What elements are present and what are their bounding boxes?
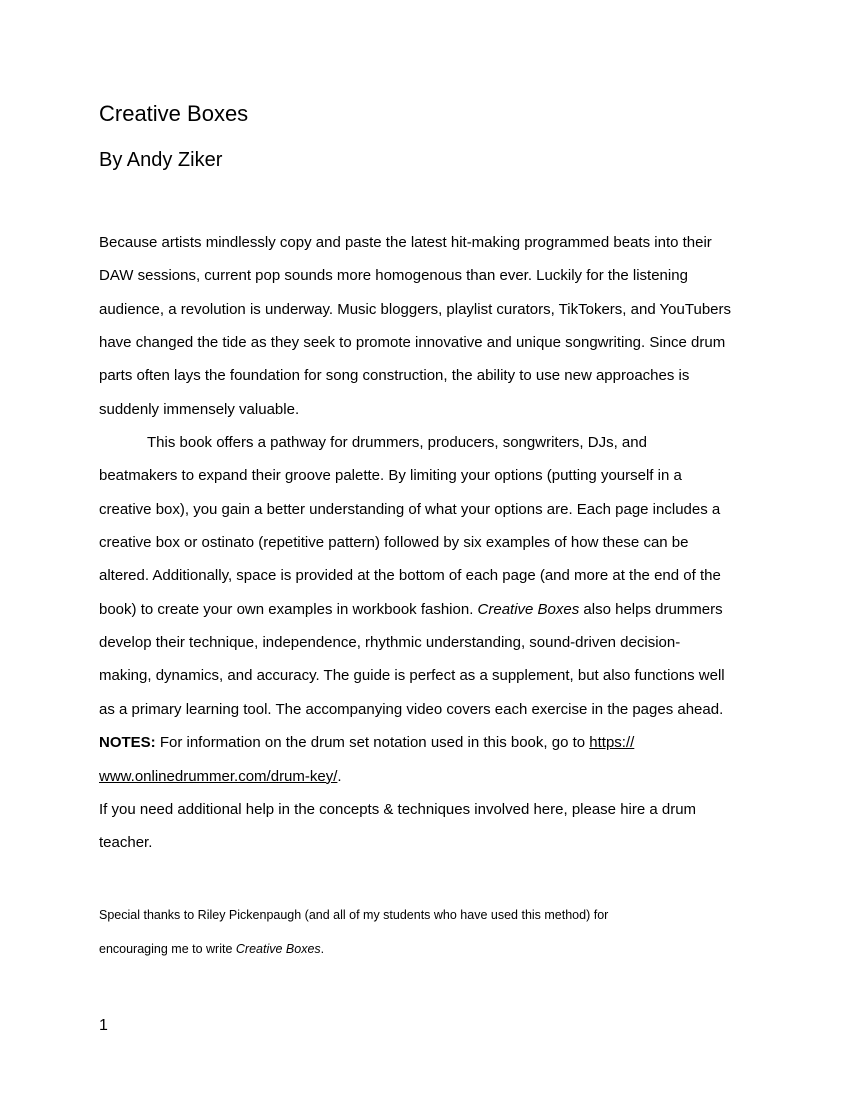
text-run: as a primary learning tool. The accompanying video covers each exercise in the pages ahead. xyxy=(99,700,724,718)
text-line xyxy=(99,933,779,967)
text-line xyxy=(99,659,779,692)
text-run: book) to create your own examples in workbook fashion. xyxy=(99,600,478,618)
text-run: suddenly immensely valuable. xyxy=(99,400,300,418)
text-line xyxy=(99,226,779,259)
text-run: parts often lays the foundation for song construction, the ability to use new approaches is xyxy=(99,367,690,385)
text-run: altered. Additionally, space is provided at the bottom of each page (and more at the end of the xyxy=(99,567,721,585)
text-line xyxy=(99,760,779,793)
text-run: Special thanks to Riley Pickenpaugh (and all of my students who have used this method) for xyxy=(99,908,609,922)
text-line xyxy=(99,726,779,759)
text-line xyxy=(99,826,779,859)
page-number: 1 xyxy=(99,1017,108,1034)
text-run: . xyxy=(320,941,325,956)
text-line xyxy=(99,593,779,626)
document-title: Creative Boxes xyxy=(99,101,249,126)
text-line xyxy=(99,426,779,459)
drum-key-link[interactable]: www.onlinedrummer.com/drum-key/ xyxy=(99,767,338,785)
text-line xyxy=(99,493,779,526)
text-run: DAW sessions, current pop sounds more homogenous than ever. Luckily for the listening xyxy=(99,267,688,285)
text-run: develop their technique, independence, rhythmic understanding, sound-driven decision- xyxy=(99,634,681,652)
document-body xyxy=(99,226,779,860)
text-line xyxy=(99,793,779,826)
text-run: also helps drummers xyxy=(579,600,723,618)
text-run: teacher. xyxy=(99,834,153,852)
text-line xyxy=(99,459,779,492)
text-run: encouraging me to write xyxy=(99,941,236,956)
text-run: audience, a revolution is underway. Music bloggers, playlist curators, TikTokers, and YouTubers xyxy=(99,300,731,318)
text-run: creative box or ostinato (repetitive pattern) followed by six examples of how these can be xyxy=(99,534,689,552)
text-run: NOTES: xyxy=(99,734,156,752)
text-line xyxy=(99,526,779,559)
text-line xyxy=(99,693,779,726)
text-line xyxy=(99,326,779,359)
drum-key-link[interactable]: https:// xyxy=(589,734,635,752)
acknowledgements xyxy=(99,899,779,966)
text-run: making, dynamics, and accuracy. The guide is perfect as a supplement, but also functions well xyxy=(99,667,725,685)
text-run: For information on the drum set notation used in this book, go to xyxy=(155,734,590,752)
text-run: If you need additional help in the concepts & techniques involved here, please hire a drum xyxy=(99,800,697,818)
document-author: By Andy Ziker xyxy=(99,149,223,171)
text-run: Because artists mindlessly copy and paste the latest hit-making programmed beats into their xyxy=(99,234,712,251)
text-line xyxy=(99,626,779,659)
text-line xyxy=(99,293,779,326)
text-line xyxy=(99,559,779,592)
text-run: beatmakers to expand their groove palette. By limiting your options (putting yourself in a xyxy=(99,467,682,485)
text-line xyxy=(99,259,779,292)
text-line xyxy=(99,899,779,933)
text-line xyxy=(99,393,779,426)
text-run: Creative Boxes xyxy=(235,941,321,956)
text-run: have changed the tide as they seek to promote innovative and unique songwriting. Since drum xyxy=(99,334,726,352)
text-run: This book offers a pathway for drummers, producers, songwriters, DJs, and xyxy=(147,434,647,452)
text-run: Creative Boxes xyxy=(477,600,580,618)
text-run: . xyxy=(337,767,342,785)
text-line xyxy=(99,359,779,392)
text-run: creative box), you gain a better understanding of what your options are. Each page includes a xyxy=(99,500,721,518)
